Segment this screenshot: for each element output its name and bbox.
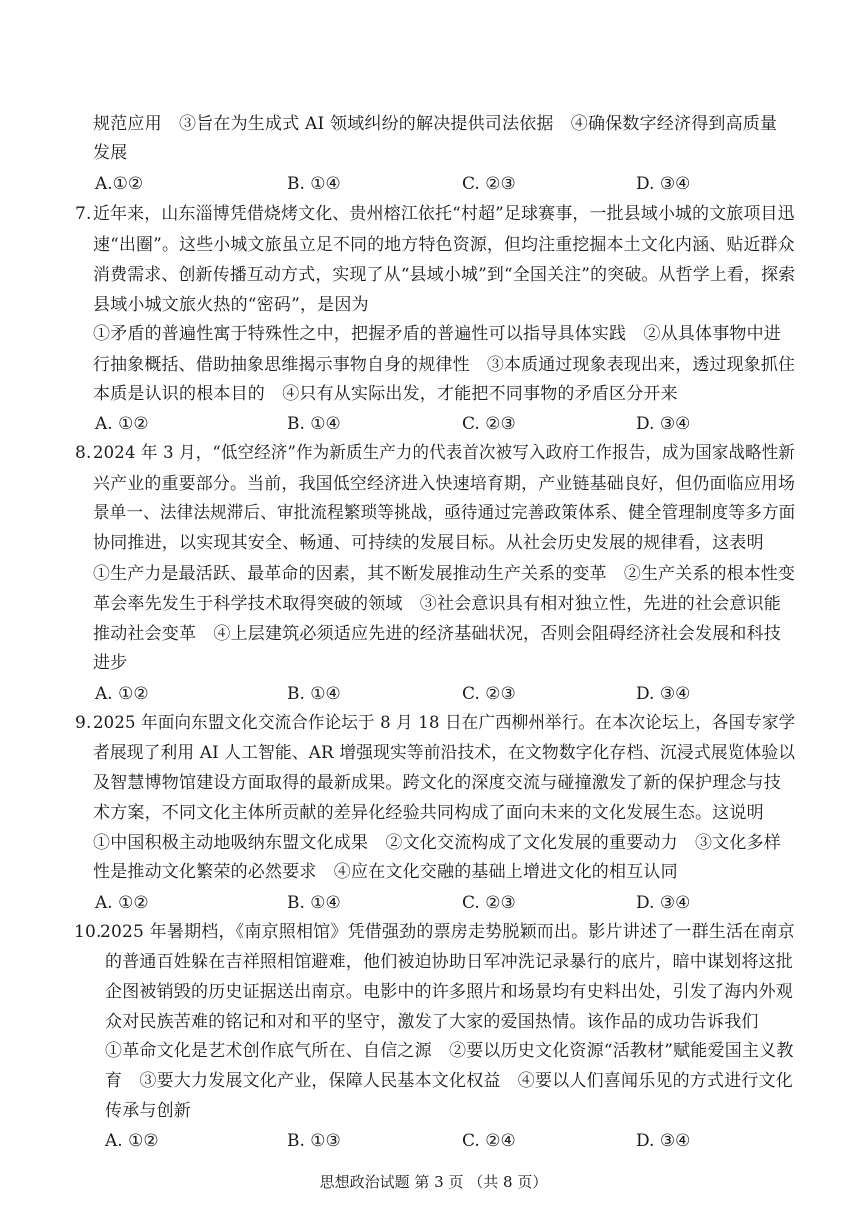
option-a: A.①② [95,174,144,194]
question-line: 的普通百姓躲在吉祥照相馆避难，他们被迫协助日军冲洗记录暴行的底片，暗中谋划将这批 [105,952,793,972]
question-line: 景单一、法律法规滞后、审批流程繁琐等挑战，亟待通过完善政策体系、健全管理制度等多方面 [93,503,796,523]
statement-line: ①革命文化是艺术创作底气所在、自信之源 ②要以历史文化资源“活教材”赋能爱国主义教 [105,1041,794,1061]
option-b: B. ①④ [287,893,341,913]
option-c: C. ②③ [462,684,516,704]
option-d: D. ③④ [636,414,691,434]
question-line: 消费需求、创新传播互动方式，实现了从“县域小城”到“全国关注”的突破。从哲学上看，探索 [93,265,796,285]
question-line: 众对民族苦难的铭记和对和平的坚守，激发了大家的爱国热情。该作品的成功告诉我们 [105,1012,759,1032]
question-number: 9. [75,713,92,733]
option-a: A. ①② [95,684,149,704]
option-d: D. ③④ [636,1131,691,1151]
statement-line: 本质是认识的根本目的 ④只有从实际出发，才能把不同事物的矛盾区分开来 [93,384,678,404]
question-line: 速“出圈”。这些小城文旅虽立足不同的地方特色资源，但均注重挖掘本土文化内涵、贴近群众 [93,235,795,255]
question-number: 10. [74,922,102,942]
question-number: 8. [75,443,92,463]
question-line: 者展现了利用 AI 人工智能、AR 增强现实等前沿技术，在文物数字化存档、沉浸式展览体验以 [93,743,796,763]
question-line: 兴产业的重要部分。当前，我国低空经济进入快速培育期，产业链基础良好，但仍面临应用场 [93,474,796,494]
option-c: C. ②③ [462,174,516,194]
option-b: B. ①④ [287,414,341,434]
statement-line: ①生产力是最活跃、最革命的因素，其不断发展推动生产关系的变革 ②生产关系的根本性变 [93,564,796,584]
option-d: D. ③④ [636,174,691,194]
question-line: 2024 年 3 月，“低空经济”作为新质生产力的代表首次被写入政府工作报告，成为国家战略性新 [93,443,796,463]
statement-line: ①矛盾的普遍性寓于特殊性之中，把握矛盾的普遍性可以指导具体实践 ②从具体事物中进 [93,324,781,344]
option-a: A. ①② [95,414,149,434]
statement-line: ①中国积极主动地吸纳东盟文化成果 ②文化交流构成了文化发展的重要动力 ③文化多样 [93,833,781,853]
option-d: D. ③④ [636,684,691,704]
page-footer: 思想政治试题 第 3 页 （共 8 页） [319,1173,548,1191]
statement-line: 性是推动文化繁荣的必然要求 ④应在文化交融的基础上增进文化的相互认同 [93,862,678,882]
statement-line: 革会率先发生于科学技术取得突破的领域 ③社会意识具有相对独立性，先进的社会意识能 [93,594,781,614]
question-line: 规范应用 ③旨在为生成式 AI 领域纠纷的解决提供司法依据 ④确保数字经济得到高质量 [93,114,778,134]
option-c: C. ②③ [462,414,516,434]
question-line: 发展 [93,143,128,163]
option-b: B. ①④ [287,684,341,704]
option-a: A. ①② [95,893,149,913]
question-line: 企图被销毁的历史证据送出南京。电影中的许多照片和场景均有史料出处，引发了海内外观 [105,982,793,1002]
option-a: A. ①② [105,1131,159,1151]
statement-line: 行抽象概括、借助抽象思维揭示事物自身的规律性 ③本质通过现象表现出来，透过现象抓住 [93,355,796,375]
statement-line: 推动社会变革 ④上层建筑必须适应先进的经济基础状况，否则会阻碍经济社会发展和科技 [93,624,781,644]
question-line: 2025 年面向东盟文化交流合作论坛于 8 月 18 日在广西柳州举行。在本次论坛上，各国专家学 [93,713,796,733]
option-b: B. ①③ [287,1131,341,1151]
question-line: 术方案，不同文化主体所贡献的差异化经验共同构成了面向未来的文化发展生态。这说明 [93,803,764,823]
option-c: C. ②④ [462,1131,516,1151]
question-number: 7. [75,204,92,224]
question-line: 2025 年暑期档，《南京照相馆》凭借强劲的票房走势脱颖而出。影片讲述了一群生活在南京 [100,922,795,942]
option-b: B. ①④ [287,174,341,194]
question-line: 协同推进，以实现其安全、畅通、可持续的发展目标。从社会历史发展的规律看，这表明 [93,533,764,553]
option-c: C. ②③ [462,893,516,913]
question-line: 及智慧博物馆建设方面取得的最新成果。跨文化的深度交流与碰撞激发了新的保护理念与技 [93,773,781,793]
statement-line: 进步 [93,653,128,673]
statement-line: 育 ③要大力发展文化产业，保障人民基本文化权益 ④要以人们喜闻乐见的方式进行文化 [105,1071,793,1091]
statement-line: 传承与创新 [105,1101,191,1121]
option-d: D. ③④ [636,893,691,913]
question-line: 县域小城文旅火热的“密码”，是因为 [93,295,369,315]
question-line: 近年来，山东淄博凭借烧烤文化、贵州榕江依托“村超”足球赛事，一批县域小城的文旅项目迅 [93,204,795,224]
